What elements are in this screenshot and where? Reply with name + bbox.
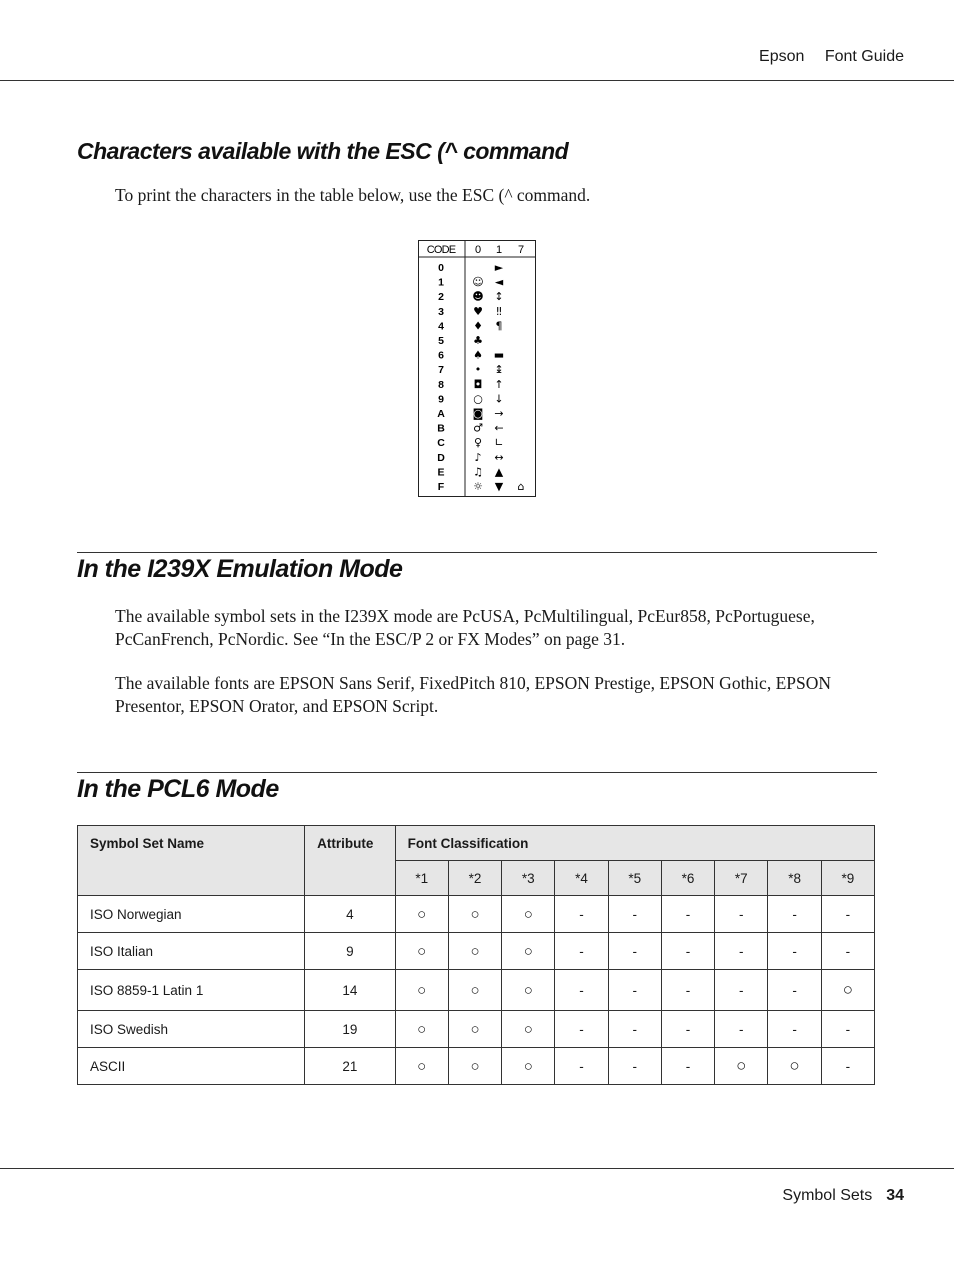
- section-divider: [77, 772, 877, 773]
- chart-glyph: ↕: [494, 290, 504, 304]
- classification-cell: [715, 1048, 768, 1085]
- chart-row-code: 5: [438, 335, 444, 347]
- unsupported-mark: -: [792, 943, 797, 959]
- attribute-value: 9: [305, 933, 395, 970]
- supported-mark: ○: [470, 905, 480, 923]
- unsupported-mark: -: [579, 943, 584, 959]
- chart-glyph: ▬: [493, 348, 505, 362]
- classification-cell: [608, 1048, 661, 1085]
- chart-glyph: ♀: [473, 436, 483, 450]
- unsupported-mark: -: [685, 982, 691, 998]
- chart-glyph: ♂: [473, 421, 483, 435]
- classification-cell: [661, 1011, 714, 1048]
- chart-glyph: ☼: [473, 480, 483, 493]
- unsupported-mark: -: [845, 1058, 851, 1074]
- unsupported-mark: -: [579, 1058, 584, 1074]
- classification-cell: [821, 1011, 874, 1048]
- classification-cell: [555, 933, 608, 970]
- classification-cell: [661, 896, 714, 933]
- chart-glyph: ☺: [472, 275, 484, 289]
- attribute-value: 19: [305, 1011, 395, 1048]
- classification-cell: [448, 933, 501, 970]
- column-header-fc-2: *2: [448, 861, 501, 896]
- classification-cell: [502, 1011, 555, 1048]
- header-brand: Epson: [759, 48, 805, 65]
- chart-glyph: ◙: [472, 407, 484, 420]
- unsupported-mark: -: [739, 906, 744, 922]
- chart-glyph: ◘: [473, 377, 483, 391]
- column-header-fc-7: *7: [715, 861, 768, 896]
- table-row: [78, 970, 875, 1011]
- running-header: [0, 48, 904, 72]
- column-header-fc-1: *1: [395, 861, 448, 896]
- column-header-fc-8: *8: [768, 861, 821, 896]
- unsupported-mark: -: [632, 1021, 638, 1037]
- classification-cell: [608, 933, 661, 970]
- supported-mark: ○: [470, 1057, 480, 1075]
- supported-mark: ○: [842, 980, 853, 999]
- chart-glyph: •: [474, 363, 482, 377]
- chart-glyph: ←: [494, 421, 504, 435]
- chart-column-header: 7: [517, 244, 525, 256]
- chart-code-header: CODE: [426, 244, 456, 256]
- chart-glyph: ○: [473, 392, 483, 406]
- supported-mark: ○: [736, 1056, 747, 1075]
- classification-cell: [661, 970, 714, 1011]
- classification-cell: [715, 933, 768, 970]
- table-row: [78, 933, 875, 970]
- chart-row-code: 9: [438, 393, 444, 406]
- chart-row-code: 0: [438, 262, 444, 274]
- classification-cell: [768, 1011, 821, 1048]
- chart-glyph: ↔: [494, 450, 504, 464]
- symbol-set-name: ISO Swedish: [78, 1011, 305, 1048]
- supported-mark: ○: [417, 1057, 427, 1075]
- classification-cell: [555, 1048, 608, 1085]
- classification-cell: [555, 1011, 608, 1048]
- chart-row-code: 8: [438, 378, 444, 391]
- unsupported-mark: -: [632, 1058, 638, 1074]
- chart-glyph: ¶: [495, 319, 503, 333]
- classification-cell: [715, 970, 768, 1011]
- classification-cell: [502, 1048, 555, 1085]
- chart-glyph: →: [494, 407, 504, 420]
- unsupported-mark: -: [579, 1021, 584, 1037]
- symbol-set-name: ASCII: [78, 1048, 305, 1085]
- classification-cell: [395, 970, 448, 1011]
- classification-cell: [555, 970, 608, 1011]
- chart-glyph: ♦: [473, 319, 483, 333]
- chart-glyph: ♥: [473, 304, 483, 318]
- chart-row-code: B: [437, 422, 445, 435]
- classification-cell: [502, 896, 555, 933]
- table-row: [78, 1011, 875, 1048]
- section-title-pcl6: In the PCL6 Mode: [77, 775, 279, 803]
- classification-cell: [608, 896, 661, 933]
- supported-mark: ○: [523, 942, 533, 960]
- classification-cell: [821, 896, 874, 933]
- unsupported-mark: -: [685, 906, 691, 922]
- classification-cell: [395, 1048, 448, 1085]
- unsupported-mark: -: [739, 1021, 744, 1037]
- unsupported-mark: -: [792, 1021, 797, 1037]
- attribute-value: 21: [305, 1048, 395, 1085]
- section-title-i239x: In the I239X Emulation Mode: [77, 555, 403, 583]
- section-divider: [77, 552, 877, 553]
- unsupported-mark: -: [632, 906, 638, 922]
- unsupported-mark: -: [792, 982, 797, 998]
- supported-mark: ○: [470, 942, 480, 960]
- unsupported-mark: -: [685, 1021, 691, 1037]
- chart-glyph: ☻: [472, 290, 484, 304]
- classification-cell: [395, 933, 448, 970]
- running-footer: [0, 1187, 904, 1205]
- character-code-chart: [418, 240, 536, 497]
- column-header-attribute: Attribute: [305, 826, 395, 896]
- classification-cell: [768, 1048, 821, 1085]
- column-header-symbol-set-name: Symbol Set Name: [78, 826, 305, 896]
- chart-glyph: ▲: [494, 465, 504, 479]
- classification-cell: [715, 896, 768, 933]
- chart-glyph: ♪: [474, 450, 482, 464]
- table-row: [78, 896, 875, 933]
- classification-cell: [661, 1048, 714, 1085]
- unsupported-mark: -: [685, 943, 691, 959]
- classification-cell: [608, 970, 661, 1011]
- symbol-set-name: ISO Norwegian: [78, 896, 305, 933]
- symbol-set-name: ISO Italian: [78, 933, 305, 970]
- i239x-fonts-paragraph: The available fonts are EPSON Sans Serif, FixedPitch 810, EPSON Prestige, EPSON Gothic, EPSON Presentor, EPSON Orator, and EPSON Script.: [115, 673, 831, 716]
- classification-cell: [768, 896, 821, 933]
- unsupported-mark: -: [739, 943, 744, 959]
- supported-mark: ○: [523, 905, 533, 923]
- chart-row-code: F: [437, 481, 445, 493]
- unsupported-mark: -: [792, 906, 797, 922]
- supported-mark: ○: [470, 981, 480, 999]
- classification-cell: [768, 933, 821, 970]
- i239x-symbol-sets-paragraph: The available symbol sets in the I239X mode are PcUSA, PcMultilingual, PcEur858, PcPortuguese, PcCanFrench, PcNordic. See “In the ESC/P 2 or FX Modes” on page 31.: [115, 606, 815, 649]
- page-number: 34: [886, 1187, 904, 1204]
- classification-cell: [395, 1011, 448, 1048]
- unsupported-mark: -: [632, 982, 638, 998]
- column-header-fc-3: *3: [502, 861, 555, 896]
- attribute-value: 4: [305, 896, 395, 933]
- classification-cell: [821, 933, 874, 970]
- supported-mark: ○: [523, 981, 533, 999]
- unsupported-mark: -: [739, 982, 744, 998]
- classification-cell: [821, 970, 874, 1011]
- chart-column-header: 0: [474, 244, 482, 256]
- section-body-esc-command: To print the characters in the table below, use the ESC (^ command.: [115, 185, 591, 205]
- classification-cell: [502, 970, 555, 1011]
- chart-row-code: 3: [438, 305, 444, 318]
- header-divider: [0, 80, 954, 81]
- classification-cell: [448, 896, 501, 933]
- supported-mark: ○: [417, 981, 427, 999]
- chart-glyph: ↓: [494, 392, 504, 406]
- attribute-value: 14: [305, 970, 395, 1011]
- pcl6-symbol-set-table: [77, 825, 875, 1085]
- chart-row-code: 7: [438, 364, 444, 377]
- unsupported-mark: -: [579, 982, 584, 998]
- classification-cell: [448, 1011, 501, 1048]
- chart-glyph: ♫: [473, 465, 483, 479]
- classification-cell: [715, 1011, 768, 1048]
- chart-row-code: E: [437, 466, 445, 479]
- chart-row-code: 4: [438, 320, 444, 333]
- chart-glyph: ♣: [473, 334, 483, 347]
- supported-mark: ○: [470, 1020, 480, 1038]
- column-header-fc-5: *5: [608, 861, 661, 896]
- column-header-font-classification: Font Classification: [395, 826, 874, 861]
- classification-cell: [608, 1011, 661, 1048]
- pcl6-table-body: [78, 896, 875, 1085]
- chart-row-code: A: [437, 408, 445, 420]
- classification-cell: [502, 933, 555, 970]
- chart-glyph: ⌂: [517, 480, 525, 493]
- chart-row-code: 2: [438, 291, 444, 304]
- chart-glyph: ↨: [494, 363, 504, 377]
- supported-mark: ○: [417, 942, 427, 960]
- chart-row-code: 1: [438, 276, 444, 289]
- column-header-fc-4: *4: [555, 861, 608, 896]
- supported-mark: ○: [417, 1020, 427, 1038]
- classification-cell: [395, 896, 448, 933]
- classification-cell: [821, 1048, 874, 1085]
- unsupported-mark: -: [685, 1058, 691, 1074]
- footer-divider: [0, 1168, 954, 1169]
- classification-cell: [768, 970, 821, 1011]
- chart-row-code: D: [437, 451, 445, 464]
- unsupported-mark: -: [579, 906, 584, 922]
- column-header-fc-9: *9: [821, 861, 874, 896]
- chart-glyph: ‼: [496, 304, 502, 318]
- classification-cell: [448, 970, 501, 1011]
- chart-glyph: ◄: [494, 275, 504, 289]
- classification-cell: [661, 933, 714, 970]
- section-title-esc-command: Characters available with the ESC (^ command: [77, 138, 569, 164]
- chart-glyph: ♠: [473, 348, 483, 362]
- supported-mark: ○: [789, 1056, 800, 1075]
- chart-column-header: 1: [495, 244, 503, 256]
- chart-glyph: ∟: [494, 436, 504, 450]
- supported-mark: ○: [523, 1057, 533, 1075]
- unsupported-mark: -: [845, 943, 851, 959]
- chart-row-code: C: [437, 437, 445, 450]
- header-guide-title: Font Guide: [824, 48, 904, 65]
- unsupported-mark: -: [845, 1021, 851, 1037]
- table-row: [78, 1048, 875, 1085]
- footer-section-name: Symbol Sets: [782, 1187, 873, 1204]
- unsupported-mark: -: [632, 943, 638, 959]
- chart-glyph: ↑: [494, 377, 504, 391]
- classification-cell: [555, 896, 608, 933]
- chart-glyph: ►: [494, 261, 504, 274]
- supported-mark: ○: [523, 1020, 533, 1038]
- column-header-fc-6: *6: [661, 861, 714, 896]
- symbol-set-name: ISO 8859-1 Latin 1: [78, 970, 305, 1011]
- chart-glyph: ▼: [494, 480, 504, 493]
- classification-cell: [448, 1048, 501, 1085]
- unsupported-mark: -: [845, 906, 851, 922]
- supported-mark: ○: [417, 905, 427, 923]
- chart-row-code: 6: [438, 349, 444, 362]
